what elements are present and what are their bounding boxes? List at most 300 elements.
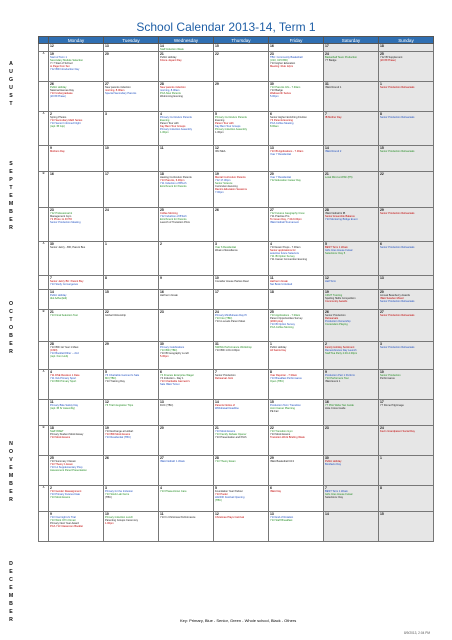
calendar-event: Y13 Work Off 1 Kimari xyxy=(50,519,76,522)
calendar-event: CRUT Tutoring xyxy=(325,294,343,297)
day-cell[interactable] xyxy=(104,456,159,486)
day-cell[interactable] xyxy=(49,426,104,456)
footer-timestamp: 8/9/2013, 2:04 PM xyxy=(404,631,431,635)
calendar-event: Y13 Mock Exams xyxy=(50,436,71,439)
calendar-event: Y13 Applications - 7.30am xyxy=(270,314,301,317)
day-cell[interactable] xyxy=(324,276,379,290)
day-cell[interactable] xyxy=(324,242,379,276)
day-cell[interactable] xyxy=(104,426,159,456)
date-number: 12 xyxy=(215,512,219,516)
day-cell[interactable] xyxy=(214,208,269,242)
date-number: 24 xyxy=(215,310,219,314)
calendar-event: Production Term Transition xyxy=(270,404,301,407)
day-cell[interactable] xyxy=(379,208,434,242)
date-number: 28 xyxy=(50,342,54,346)
day-cell[interactable] xyxy=(269,310,324,342)
day-cell[interactable] xyxy=(49,112,104,146)
calendar-event: Curriculum Evening xyxy=(215,185,238,188)
day-cell[interactable] xyxy=(269,208,324,242)
date-number: 17 xyxy=(325,44,329,48)
calendar-event: (U13, U15 IBD) xyxy=(270,59,288,62)
date-number: 26 xyxy=(325,310,329,314)
day-cell[interactable] xyxy=(269,512,324,542)
date-number: 23 xyxy=(50,208,54,212)
calendar-event: Senior Production Rehearsals xyxy=(380,86,415,89)
day-cell[interactable] xyxy=(104,112,159,146)
day-cell[interactable] xyxy=(269,276,324,290)
day-cell[interactable] xyxy=(104,82,159,112)
day-cell[interactable] xyxy=(49,370,104,400)
date-number: 7 xyxy=(50,276,52,280)
day-cell[interactable] xyxy=(269,112,324,146)
day-cell[interactable] xyxy=(104,52,159,82)
day-cell[interactable] xyxy=(269,82,324,112)
date-number: 2 xyxy=(325,342,327,346)
day-cell[interactable] xyxy=(104,44,159,52)
calendar-event: Management Gym xyxy=(50,215,72,218)
calendar-event: Senior Ensemble Balance xyxy=(325,215,355,218)
day-cell[interactable] xyxy=(159,242,214,276)
date-number: 15 xyxy=(215,44,219,48)
calendar-body xyxy=(39,44,434,542)
calendar-event: Half term break xyxy=(270,280,288,283)
date-number: 18 xyxy=(380,44,384,48)
calendar-event: Secondary Module Selection xyxy=(50,59,84,62)
day-cell[interactable] xyxy=(49,400,104,426)
month-letter: R xyxy=(9,349,13,355)
month-letter: E xyxy=(9,489,13,495)
day-header-row xyxy=(39,37,434,44)
day-cell[interactable] xyxy=(214,310,269,342)
calendar-event: Staff Tea Party 2.00-4.00pm xyxy=(325,352,358,355)
calendar-event: Y13 Lit Supplementary Prep xyxy=(50,466,83,469)
calendar-event: Y11 Career Convention Evening xyxy=(270,258,308,261)
day-cell[interactable] xyxy=(379,82,434,112)
day-cell[interactable] xyxy=(104,208,159,242)
date-number: 21 xyxy=(50,310,54,314)
calendar-event: Annual Beanberry Awards xyxy=(380,294,410,297)
date-number: 17 xyxy=(215,290,219,294)
legend: Key: Primary, Blue - Senior, Green - Whole school, Black - Others xyxy=(180,618,297,623)
calendar-event: Kevin Grandparent Social Day xyxy=(380,430,415,433)
day-cell[interactable] xyxy=(104,512,159,542)
day-cell[interactable] xyxy=(214,290,269,310)
month-letter: E xyxy=(9,465,13,471)
day-cell[interactable] xyxy=(379,342,434,370)
date-number: 6 xyxy=(380,242,382,246)
day-cell[interactable] xyxy=(214,486,269,512)
date-number: 8 xyxy=(105,276,107,280)
calendar-event: Public Holiday xyxy=(325,460,342,463)
calendar-event: Y13 End of Rotation xyxy=(270,516,294,519)
calendar-event: Bonifacio Day xyxy=(325,463,342,466)
calendar-event: ISEA Sweden Mixed xyxy=(380,297,404,300)
calendar-event: Senior Production xyxy=(215,374,236,377)
calendar-event: 1.30pm xyxy=(160,131,169,134)
day-cell[interactable] xyxy=(214,370,269,400)
week-label xyxy=(39,456,49,486)
day-cell[interactable] xyxy=(379,146,434,172)
day-cell[interactable] xyxy=(324,342,379,370)
calendar-event: Y13 Higher Education xyxy=(270,62,296,65)
day-cell[interactable] xyxy=(269,426,324,456)
day-cell[interactable] xyxy=(269,44,324,52)
day-cell[interactable] xyxy=(324,112,379,146)
day-cell[interactable] xyxy=(159,172,214,208)
calendar-event: Y13 Mock Exams xyxy=(215,430,236,433)
calendar-event: (20 IB Phase) xyxy=(380,59,396,62)
day-cell[interactable] xyxy=(49,172,104,208)
month-letter: E xyxy=(9,569,13,575)
calendar-event: ISEA Round 2 xyxy=(325,150,342,153)
calendar-event: Production Ownership xyxy=(325,320,351,323)
date-number: 9 xyxy=(50,146,52,150)
calendar-event: IB Mother Day xyxy=(325,116,342,119)
date-number: 27 xyxy=(380,310,384,314)
date-number: 17 xyxy=(380,400,384,404)
date-number: 7 xyxy=(325,112,327,116)
calendar-event: PCA Y13 Classroom Booklet xyxy=(50,525,83,528)
date-number: 25 xyxy=(270,310,274,314)
calendar-event: Y13 Training Day xyxy=(105,380,125,383)
calendar-event: Consider House Parties Deal xyxy=(215,280,249,283)
calendar-event: Y13 Final Selection Test xyxy=(50,314,78,317)
day-cell[interactable] xyxy=(379,512,434,542)
month-label xyxy=(6,440,16,504)
day-cell[interactable] xyxy=(104,400,159,426)
day-cell[interactable] xyxy=(379,456,434,486)
day-cell[interactable] xyxy=(159,342,214,370)
date-number: 16 xyxy=(160,290,164,294)
calendar-event: Public Holiday xyxy=(50,86,67,89)
calendar-event: (repl. from Hub) xyxy=(50,355,69,358)
day-cell[interactable] xyxy=(269,400,324,426)
date-number: 25 xyxy=(160,208,164,212)
day-cell[interactable] xyxy=(159,456,214,486)
date-number: 4 xyxy=(50,370,52,374)
calendar-event: Y13 Staff Breakfast xyxy=(270,519,293,522)
day-cell[interactable] xyxy=(214,456,269,486)
calendar-event: Y13 Overnight 2L Trial xyxy=(50,516,76,519)
calendar-event: Hole Cross Guide xyxy=(325,407,346,410)
date-number: 22 xyxy=(380,172,384,176)
day-cell[interactable] xyxy=(214,172,269,208)
date-number: 10 xyxy=(105,146,109,150)
month-letter: B xyxy=(9,601,13,607)
calendar-event: Senior Production Rehearsals xyxy=(380,150,415,153)
day-cell[interactable] xyxy=(214,52,269,82)
day-cell[interactable] xyxy=(324,146,379,172)
calendar-event: Rehearsal Joint xyxy=(215,377,234,380)
day-cell[interactable] xyxy=(214,112,269,146)
day-cell[interactable] xyxy=(214,44,269,52)
date-number: 11 xyxy=(160,512,164,516)
day-cell[interactable] xyxy=(379,172,434,208)
date-number: 24 xyxy=(105,208,109,212)
date-number: 13 xyxy=(160,400,164,404)
week-row xyxy=(39,426,434,456)
calendar-event: Y13 Badge xyxy=(270,89,283,92)
calendar-event: Y13 Study Convergence xyxy=(50,283,79,286)
calendar-event: Y7 Badge xyxy=(325,59,337,62)
calendar-event: Idul Adha (Eid) xyxy=(50,297,68,300)
day-cell[interactable] xyxy=(379,310,434,342)
day-cell[interactable] xyxy=(214,82,269,112)
day-cell[interactable] xyxy=(159,52,214,82)
day-cell[interactable] xyxy=(49,146,104,172)
date-number: 23 xyxy=(325,426,329,430)
day-cell[interactable] xyxy=(104,242,159,276)
day-cell[interactable] xyxy=(159,310,214,342)
date-number: 31 xyxy=(215,342,219,346)
day-cell[interactable] xyxy=(324,512,379,542)
day-cell[interactable] xyxy=(379,112,434,146)
calendar-event: Senior Jazzy - BIF, Parent Bus xyxy=(50,246,86,249)
calendar-event: Y7 Rome Pilgrimage xyxy=(380,404,404,407)
calendar-event: Joint Career Planning xyxy=(270,407,295,410)
day-cell[interactable] xyxy=(214,276,269,290)
calendar-event: Y13 Family Debate Opener xyxy=(215,433,247,436)
calendar-event: Parent Opportunities Survey xyxy=(270,317,303,320)
day-cell[interactable] xyxy=(49,456,104,486)
calendar-event: 1.00pm xyxy=(105,522,114,525)
calendar-event: Primary Student Mock Essay xyxy=(50,433,84,436)
month-letter: E xyxy=(9,341,13,347)
calendar-event: Hasting Curriculum Parents xyxy=(160,176,192,179)
calendar-event: Senior Production Rehearsals xyxy=(380,246,415,249)
date-number: 29 xyxy=(105,342,109,346)
date-number: 19 xyxy=(215,172,219,176)
day-cell[interactable] xyxy=(104,290,159,310)
day-cell[interactable] xyxy=(159,208,214,242)
day-cell[interactable] xyxy=(269,242,324,276)
day-cell[interactable] xyxy=(104,486,159,512)
day-cell[interactable] xyxy=(214,512,269,542)
day-cell[interactable] xyxy=(49,290,104,310)
calendar-event: Senior Production Rehearsals xyxy=(380,116,415,119)
day-cell[interactable] xyxy=(324,400,379,426)
day-cell[interactable] xyxy=(49,310,104,342)
day-cell[interactable] xyxy=(214,342,269,370)
date-number: 27 xyxy=(105,82,109,86)
day-cell[interactable] xyxy=(104,276,159,290)
day-cell[interactable] xyxy=(159,370,214,400)
day-cell[interactable] xyxy=(269,342,324,370)
calendar-event: Public Holiday xyxy=(50,294,67,297)
week-row xyxy=(39,242,434,276)
day-cell[interactable] xyxy=(214,400,269,426)
day-cell[interactable] xyxy=(159,44,214,52)
day-cell[interactable] xyxy=(324,310,379,342)
day-cell[interactable] xyxy=(379,242,434,276)
calendar-event: Y13 Senior Informed Night xyxy=(50,122,81,125)
day-cell[interactable] xyxy=(324,44,379,52)
calendar-event: (TBC) xyxy=(215,499,222,502)
calendar-event: Senior Jazzy BC: Parent Buy xyxy=(50,280,84,283)
day-cell[interactable] xyxy=(379,52,434,82)
day-cell[interactable] xyxy=(269,52,324,82)
calendar-event: Senior Production xyxy=(380,374,401,377)
calendar-event: Parents Notice of xyxy=(215,404,235,407)
week-label xyxy=(39,82,49,112)
day-header-friday: Friday xyxy=(269,37,324,44)
month-letter: U xyxy=(9,69,13,75)
calendar-event: Spelling Skills Competition xyxy=(325,297,356,300)
day-cell[interactable] xyxy=(159,290,214,310)
calendar-event: Parenting Groups Ceremony xyxy=(105,519,139,522)
week-row xyxy=(39,342,434,370)
day-cell[interactable] xyxy=(324,290,379,310)
week-row xyxy=(39,82,434,112)
date-number: 22 xyxy=(270,426,274,430)
calendar-event: Primary Next Year Award xyxy=(50,522,79,525)
date-number: 15 xyxy=(380,512,384,516)
day-cell[interactable] xyxy=(159,426,214,456)
day-cell[interactable] xyxy=(269,290,324,310)
date-number: 29 xyxy=(380,208,384,212)
calendar-event: Public Holiday xyxy=(270,346,287,349)
week-label xyxy=(39,276,49,290)
day-cell[interactable] xyxy=(104,342,159,370)
day-cell[interactable] xyxy=(49,276,104,290)
day-cell[interactable] xyxy=(269,370,324,400)
day-cell[interactable] xyxy=(324,426,379,456)
week-label: B xyxy=(39,310,49,342)
day-cell[interactable] xyxy=(49,44,104,52)
calendar-event: 8.00am xyxy=(270,125,279,128)
day-cell[interactable] xyxy=(269,486,324,512)
day-cell[interactable] xyxy=(379,44,434,52)
calendar-event: Y13 Transition Gym xyxy=(270,430,293,433)
calendar-event: (2000 plus) xyxy=(270,320,283,323)
date-number: 25 xyxy=(50,456,54,460)
day-cell[interactable] xyxy=(379,370,434,400)
date-number: 10 xyxy=(215,276,219,280)
calendar-event: Kay Bent Tour Groups xyxy=(160,125,186,128)
week-row xyxy=(39,172,434,208)
day-cell[interactable] xyxy=(379,290,434,310)
calendar-event: Y13 IBD 1.00-4.00pm xyxy=(215,349,240,352)
week-label-header xyxy=(39,37,49,44)
day-cell[interactable] xyxy=(49,342,104,370)
day-cell[interactable] xyxy=(159,146,214,172)
date-number: 16 xyxy=(325,400,329,404)
day-cell[interactable] xyxy=(324,370,379,400)
day-cell[interactable] xyxy=(324,456,379,486)
day-header-thursday: Thursday xyxy=(214,37,269,44)
calendar-event: Y13 IB Applications - 7.30am xyxy=(270,150,304,153)
week-label: B xyxy=(39,426,49,456)
calendar-event: Y13 Into (TBC) xyxy=(215,317,233,320)
month-letter: S xyxy=(9,161,13,167)
calendar-event: Contenders Playing xyxy=(325,323,348,326)
day-cell[interactable] xyxy=(49,82,104,112)
calendar-event: Y4 Induction - Day 1 xyxy=(160,377,184,380)
calendar-event: Y12 17.30pm xyxy=(215,179,231,182)
calendar-event: (repl. IB Sr Assembly) xyxy=(50,407,76,410)
calendar-event: PCA Coffee Morning xyxy=(270,326,294,329)
day-cell[interactable] xyxy=(324,172,379,208)
day-cell[interactable] xyxy=(379,426,434,456)
day-cell[interactable] xyxy=(269,456,324,486)
day-cell[interactable] xyxy=(324,486,379,512)
day-cell[interactable] xyxy=(104,172,159,208)
date-number: 23 xyxy=(270,52,274,56)
calendar-event: Y13 In Christmas Performance xyxy=(160,516,196,519)
day-cell[interactable] xyxy=(159,512,214,542)
calendar-event: Y13 IB Geography Lunch xyxy=(160,352,190,355)
calendar-event: Primary Curriculum Parents xyxy=(215,116,247,119)
calendar-event: Y13 Presentation and Pitch xyxy=(215,436,247,439)
calendar-event: Assessment Panel Presentation xyxy=(50,469,87,472)
calendar-event: (CNN) xyxy=(50,349,58,352)
day-cell[interactable] xyxy=(104,370,159,400)
day-cell[interactable] xyxy=(269,172,324,208)
calendar-event: Y13 Theory Exam xyxy=(215,460,236,463)
calendar-event: ISEA Event 1 xyxy=(325,380,341,383)
date-number: 28 xyxy=(325,208,329,212)
day-header-wednesday: Wednesday xyxy=(159,37,214,44)
day-cell[interactable] xyxy=(379,400,434,426)
week-row xyxy=(39,44,434,52)
day-cell[interactable] xyxy=(159,82,214,112)
calendar-event: Y12 Professional & xyxy=(50,212,73,215)
day-cell[interactable] xyxy=(324,82,379,112)
month-letter: E xyxy=(9,217,13,223)
calendar-event: Family Holiday Sentiment xyxy=(325,346,355,349)
day-cell[interactable] xyxy=(214,146,269,172)
date-number: 14 xyxy=(160,44,164,48)
date-number: 20 xyxy=(380,290,384,294)
date-number: 3 xyxy=(105,486,107,490)
day-cell[interactable] xyxy=(159,400,214,426)
date-number: 6 xyxy=(270,486,272,490)
date-number: 27 xyxy=(270,208,274,212)
day-cell[interactable] xyxy=(159,276,214,290)
day-cell[interactable] xyxy=(269,146,324,172)
month-letter: T xyxy=(9,317,13,323)
day-cell[interactable] xyxy=(49,512,104,542)
day-cell[interactable] xyxy=(104,310,159,342)
day-cell[interactable] xyxy=(214,242,269,276)
date-number: 15 xyxy=(105,290,109,294)
calendar-event: Staff Induction Week xyxy=(160,48,184,51)
day-cell[interactable] xyxy=(379,486,434,512)
date-number: 19 xyxy=(325,290,329,294)
date-number: 6 xyxy=(160,370,162,374)
calendar-event: Y13 Phase-Down Care xyxy=(160,490,187,493)
month-letter: U xyxy=(9,85,13,91)
day-cell[interactable] xyxy=(49,208,104,242)
calendar-event: Parent Tour with xyxy=(215,122,234,125)
calendar-event: Primary Mindfulness Day Pt xyxy=(215,314,247,317)
day-cell[interactable] xyxy=(379,276,434,290)
day-cell[interactable] xyxy=(214,426,269,456)
day-cell[interactable] xyxy=(159,112,214,146)
day-cell[interactable] xyxy=(49,52,104,82)
month-letter: G xyxy=(8,77,14,83)
day-cell[interactable] xyxy=(159,486,214,512)
day-cell[interactable] xyxy=(49,486,104,512)
calendar-event: Y13 Primary Futures Date xyxy=(50,493,80,496)
day-cell[interactable] xyxy=(104,146,159,172)
calendar-event: Christmas Plays Carnival xyxy=(215,516,244,519)
day-cell[interactable] xyxy=(324,52,379,82)
calendar-event: Global Citizenship xyxy=(105,314,126,317)
day-cell[interactable] xyxy=(49,242,104,276)
day-cell[interactable] xyxy=(324,208,379,242)
date-number: 14 xyxy=(325,146,329,150)
